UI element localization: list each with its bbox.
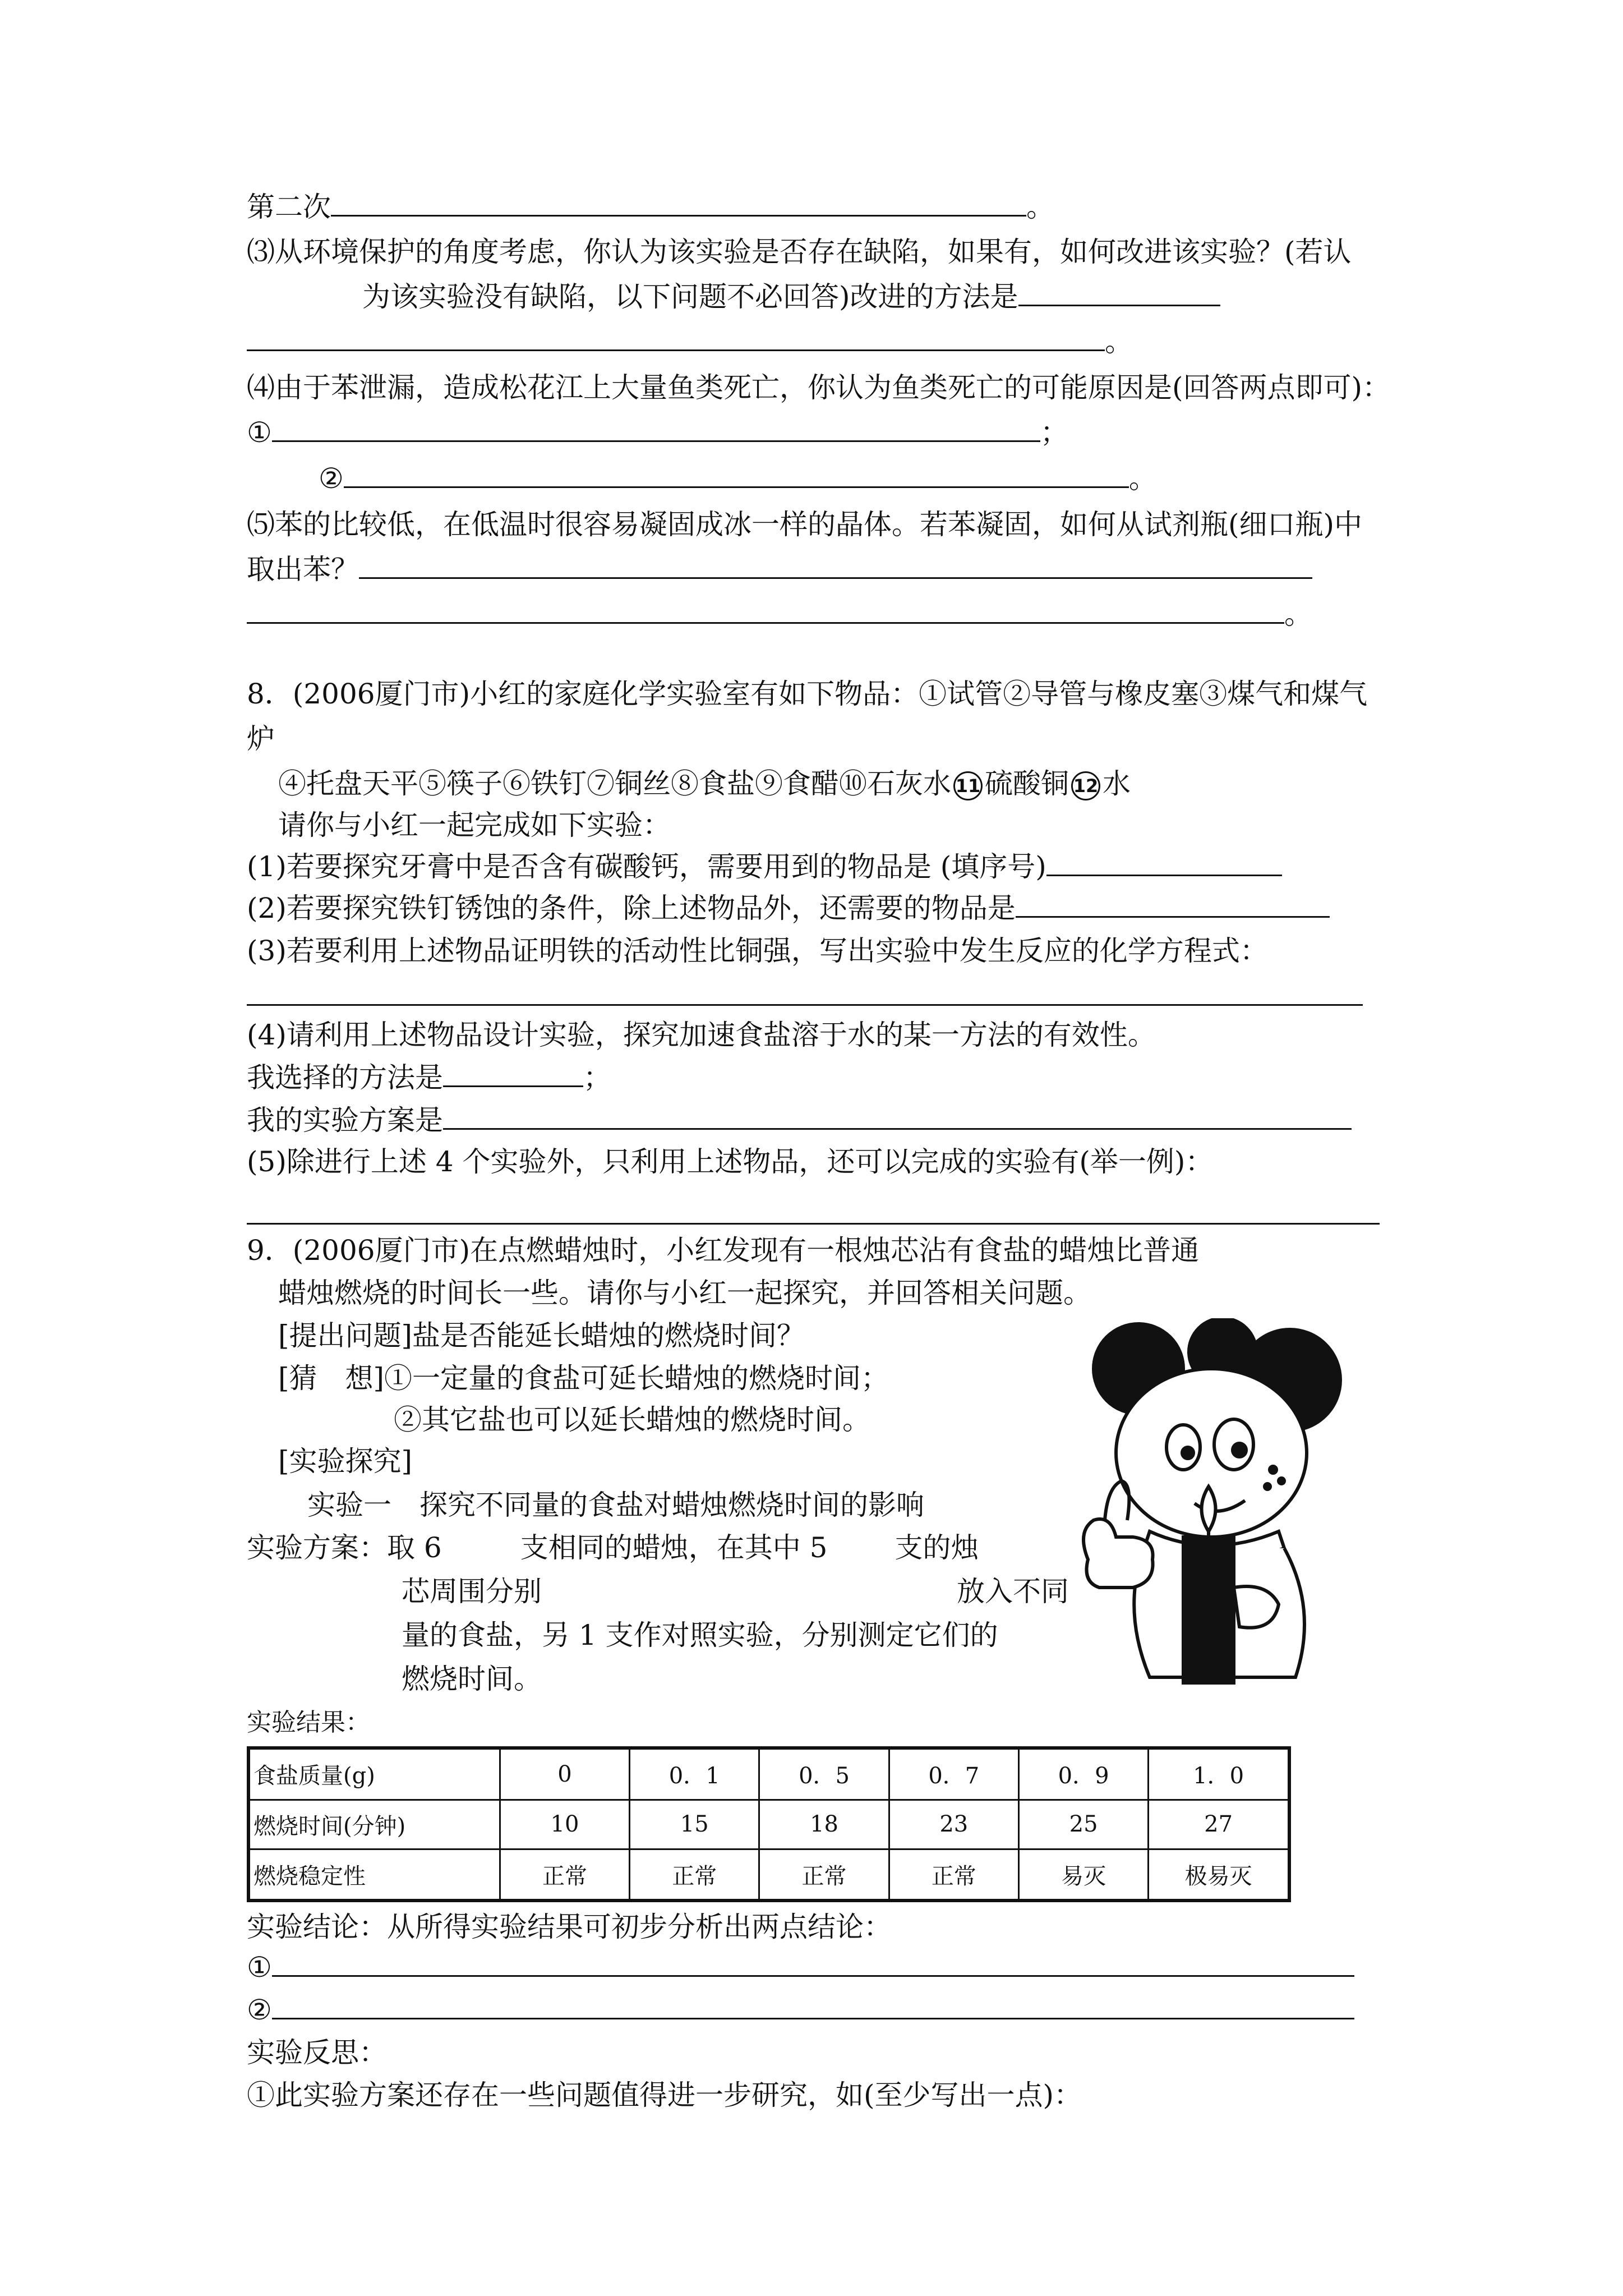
- answer-blank[interactable]: [443, 1103, 1352, 1130]
- circled-number-12: 12: [1071, 771, 1100, 800]
- q9-line-4: [猜 想]①一定量的食盐可延长蜡烛的燃烧时间；: [278, 1362, 889, 1395]
- q7-line-1: 第二次 。: [247, 191, 1054, 223]
- table-cell: 0．1: [630, 1748, 759, 1800]
- table-cell: 易灭: [1018, 1849, 1148, 1901]
- table-cell: 0: [500, 1748, 629, 1800]
- table-cell: 25: [1018, 1800, 1148, 1849]
- table-cell: 27: [1149, 1800, 1289, 1849]
- answer-blank[interactable]: [443, 1061, 583, 1087]
- q8-line-2: 炉: [247, 723, 275, 755]
- conclusion-2: ②: [247, 1993, 1354, 2027]
- table-cell: 0．5: [759, 1748, 889, 1800]
- q8-line-9: 我选择的方法是 ；: [247, 1061, 611, 1094]
- q8-line-10: 我的实验方案是: [247, 1103, 1352, 1138]
- table-cell: 正常: [759, 1849, 889, 1901]
- q7-line-7: ② 。: [319, 462, 1157, 495]
- row-header: 燃烧时间(分钟): [248, 1800, 500, 1849]
- row-header: 食盐质量(g): [248, 1748, 500, 1800]
- q9-line-3: [提出问题]盐是否能延长蜡烛的燃烧时间？: [278, 1319, 805, 1352]
- q7-line-5: ⑷由于苯泄漏，造成松花江上大量鱼类死亡，你认为鱼类死亡的可能原因是(回答两点即可)：: [247, 371, 1391, 404]
- table-cell: 1．0: [1149, 1748, 1289, 1800]
- answer-blank[interactable]: [272, 416, 1040, 442]
- q8-line-1: 8．(2006厦门市)小红的家庭化学实验室有如下物品：①试管②导管与橡皮塞③煤气和煤气: [247, 678, 1368, 710]
- answer-blank[interactable]: [359, 553, 1312, 579]
- q7-line-9: 取出苯？: [247, 552, 1312, 587]
- table-cell: 18: [759, 1800, 889, 1849]
- answer-blank[interactable]: [331, 190, 1026, 217]
- answer-line[interactable]: [247, 1004, 1363, 1006]
- conclusion-1: ①: [247, 1950, 1354, 1985]
- table-row: [248, 1748, 1289, 1800]
- answer-blank[interactable]: [344, 462, 1129, 488]
- answer-blank[interactable]: [272, 1950, 1354, 1977]
- q7-line-10: 。: [247, 597, 1312, 632]
- reflection-heading: 实验反思：: [247, 2036, 387, 2069]
- q9-line-10: 量的食盐，另 1 支作对照实验，分别测定它们的: [402, 1619, 998, 1651]
- conclusion-heading: 实验结论：从所得实验结果可初步分析出两点结论：: [247, 1911, 892, 1943]
- q8-line-7: (3)若要利用上述物品证明铁的活动性比铜强，写出实验中发生反应的化学方程式：: [247, 935, 1268, 967]
- q7-line-3: 为该实验没有缺陷，以下问题不必回答)改进的方法是: [362, 279, 1220, 314]
- q9-line-2: 蜡烛燃烧的时间长一些。请你与小红一起探究，并回答相关问题。: [278, 1277, 1091, 1309]
- table-cell: 15: [630, 1800, 759, 1849]
- q7-line-2: ⑶从环境保护的角度考虑，你认为该实验是否存在缺陷，如果有，如何改进该实验？(若认: [247, 236, 1352, 268]
- table-row: [248, 1800, 1289, 1849]
- table-cell: 正常: [500, 1849, 629, 1901]
- q9-line-7: 实验一 探究不同量的食盐对蜡烛燃烧时间的影响: [307, 1489, 924, 1521]
- q8-line-8: (4)请利用上述物品设计实验，探究加速食盐溶于水的某一方法的有效性。: [247, 1019, 1156, 1051]
- answer-line[interactable]: [247, 1223, 1380, 1225]
- table-cell: 0．7: [889, 1748, 1018, 1800]
- results-table: [247, 1746, 1291, 1902]
- answer-blank[interactable]: [1018, 280, 1220, 306]
- q8-line-5: (1)若要探究牙膏中是否含有碳酸钙，需要用到的物品是 (填序号): [247, 849, 1282, 884]
- table-cell: 极易灭: [1149, 1849, 1289, 1901]
- q8-line-11: (5)除进行上述 4 个实验外，只利用上述物品，还可以完成的实验有(举一例)：: [247, 1145, 1214, 1178]
- row-header: 燃烧稳定性: [248, 1849, 500, 1901]
- q9-line-8: 实验方案：取 6 支相同的蜡烛，在其中 5 支的烛: [247, 1531, 979, 1564]
- table-cell: 10: [500, 1800, 629, 1849]
- q8-line-4: 请你与小红一起完成如下实验：: [278, 809, 671, 841]
- q8-line-6: (2)若要探究铁钉锈蚀的条件，除上述物品外，还需要的物品是: [247, 891, 1330, 926]
- q9-line-9: 芯周围分别 放入不同: [402, 1575, 1069, 1608]
- table-cell: 正常: [889, 1849, 1018, 1901]
- q7-line-4: 。: [247, 324, 1133, 359]
- q7-line-8: ⑸苯的比较低，在低温时很容易凝固成冰一样的晶体。若苯凝固，如何从试剂瓶(细口瓶)中: [247, 508, 1363, 541]
- girl-with-candle-illustration: [1054, 1318, 1368, 1688]
- q9-line-5: ②其它盐也可以延长蜡烛的燃烧时间。: [394, 1404, 870, 1436]
- q9-line-11: 燃烧时间。: [402, 1663, 542, 1695]
- answer-blank[interactable]: [1016, 891, 1330, 918]
- q9-line-6: [实验探究]: [278, 1445, 413, 1478]
- answer-blank[interactable]: [247, 597, 1284, 624]
- results-label: 实验结果：: [247, 1708, 370, 1737]
- table-cell: 正常: [630, 1849, 759, 1901]
- reflection-1: ①此实验方案还存在一些问题值得进一步研究，如(至少写出一点)：: [247, 2079, 1082, 2111]
- q7-line-6: ① ；: [247, 416, 1068, 449]
- q8-line-3: ④托盘天平⑤筷子⑥铁钉⑦铜丝⑧食盐⑨食醋⑩石灰水 11 硫酸铜 12 水: [278, 767, 1131, 800]
- table-row: [248, 1849, 1289, 1901]
- q9-line-1: 9．(2006厦门市)在点燃蜡烛时，小红发现有一根烛芯沾有食盐的蜡烛比普通: [247, 1234, 1200, 1267]
- answer-blank[interactable]: [1046, 850, 1282, 876]
- table-cell: 23: [889, 1800, 1018, 1849]
- circled-number-11: 11: [953, 771, 983, 800]
- answer-blank[interactable]: [247, 325, 1105, 351]
- answer-blank[interactable]: [272, 1993, 1354, 2019]
- table-cell: 0．9: [1018, 1748, 1148, 1800]
